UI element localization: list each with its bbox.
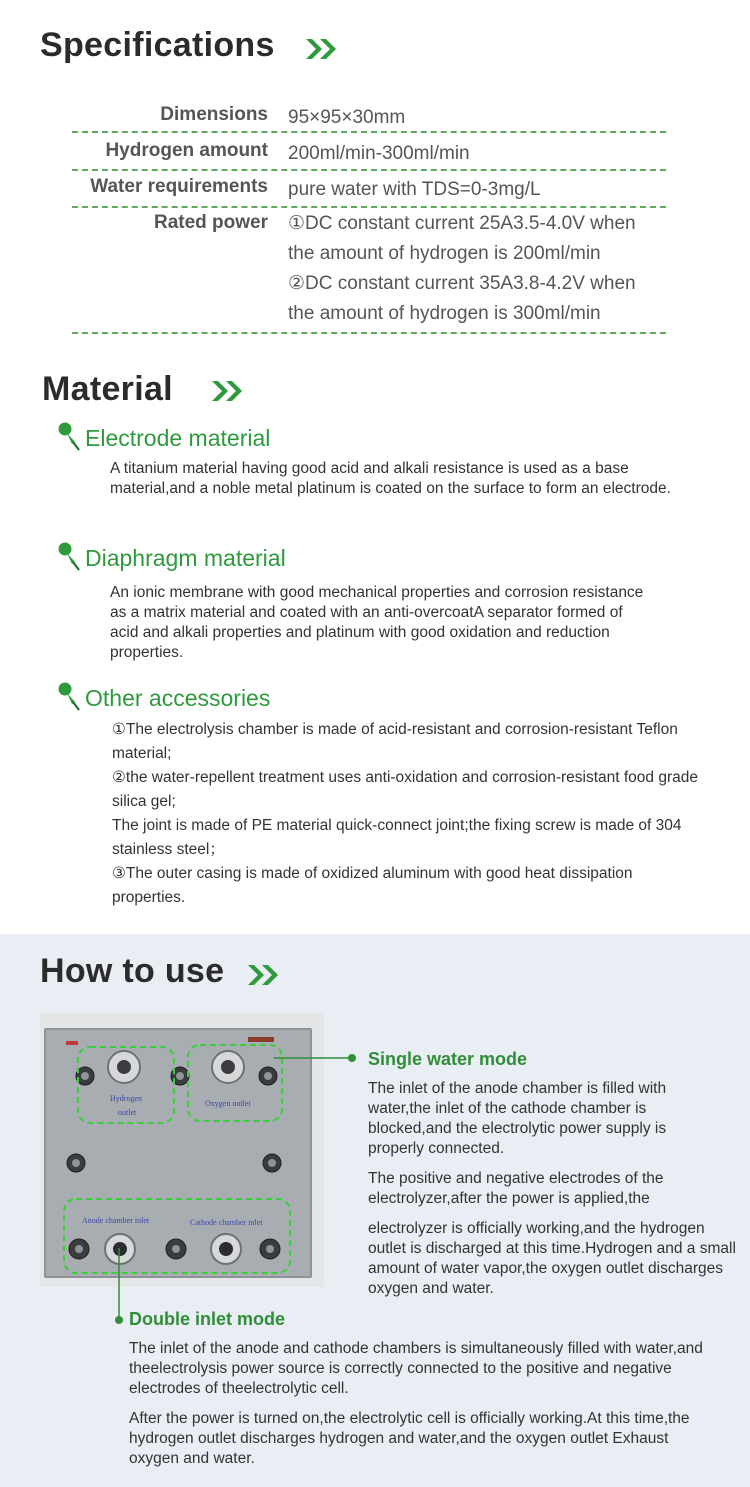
photo-label-oxygen-outlet: Oxygen outlet (205, 1099, 251, 1108)
divider (72, 332, 666, 334)
diaphragm-material-title: Diaphragm material (85, 545, 286, 571)
photo-label-cathode-inlet: Cathode chamber inlet (190, 1218, 263, 1227)
spec-label: Water requirements (90, 176, 268, 197)
accessory-item: ①The electrolysis chamber is made of acid-resistant and corrosion-resistant Teflon material; (112, 721, 678, 762)
accessory-item: ②the water-repellent treatment uses anti-oxidation and corrosion-resistant food grade silica gel; (112, 769, 698, 810)
spec-value: ②DC constant current 35A3.8-4.2V when (288, 273, 636, 294)
other-accessories-title: Other accessories (85, 685, 271, 711)
divider (72, 206, 666, 208)
spec-label: Rated power (153, 212, 268, 233)
pushpin-icon (55, 680, 81, 712)
double-chevron-icon (246, 963, 282, 987)
how-to-use-title: How to use (40, 952, 225, 990)
double-inlet-mode-title: Double inlet mode (129, 1309, 286, 1329)
divider (72, 169, 666, 171)
photo-label-anode-inlet: Anode chamber inlet (82, 1216, 150, 1225)
pushpin-icon (55, 420, 81, 452)
double-chevron-icon (210, 379, 246, 403)
accessory-item: The joint is made of PE material quick-connect joint;the fixing screw is made of 304 stainless steel； (112, 817, 682, 858)
spec-value: ①DC constant current 25A3.5-4.0V when (288, 213, 636, 234)
spec-row-hydrogen-amount (72, 140, 666, 170)
spec-value: 95×95×30mm (288, 107, 406, 128)
spec-value: the amount of hydrogen is 200ml/min (288, 243, 601, 264)
spec-row-dimensions (72, 104, 666, 134)
spec-label: Dimensions (160, 104, 268, 125)
callout-leader-lines (0, 1040, 370, 1330)
electrode-material-title: Electrode material (85, 425, 271, 451)
single-water-mode-text-1: The inlet of the anode chamber is filled with water,the inlet of the cathode chamber is blocked,and the electrolytic power supply is properly connected. (368, 1080, 667, 1157)
spec-label: Hydrogen amount (105, 140, 268, 161)
single-water-mode-text-2: The positive and negative electrodes of the electrolyzer,after the power is applied,the (368, 1170, 664, 1207)
double-chevron-icon (304, 37, 340, 61)
spec-row-rated-power (72, 212, 666, 332)
single-water-mode-text-3: electrolyzer is officially working,and the hydrogen outlet is discharged at this time.Hydrogen and a small amount of water vapor,the oxygen outlet discharges oxygen and water. (368, 1220, 736, 1297)
double-inlet-mode-text-1: The inlet of the anode and cathode chambers is simultaneously filled with water,and theelectrolysis power source is correctly connected to the positive and negative electrodes of theelectrolytic cell. (129, 1340, 703, 1397)
single-water-mode-title: Single water mode (368, 1049, 528, 1069)
pushpin-icon (55, 540, 81, 572)
diaphragm-material-text: An ionic membrane with good mechanical properties and corrosion resistance as a matrix material and coated with an anti-overcoatA separator formed of acid and alkali properties and platinum with good oxidation and reduction properties. (110, 584, 644, 661)
electrode-material-text: A titanium material having good acid and alkali resistance is used as a base material,and a noble metal platinum is coated on the surface to form an electrode. (110, 460, 671, 497)
material-title: Material (42, 370, 173, 408)
divider (72, 131, 666, 133)
photo-label-hydrogen-outlet: Hydrogen (110, 1094, 142, 1103)
photo-label-hydrogen-outlet: outlet (118, 1108, 137, 1117)
spec-value: the amount of hydrogen is 300ml/min (288, 303, 601, 324)
accessory-item: ③The outer casing is made of oxidized aluminum with good heat dissipation properties. (112, 865, 633, 906)
double-inlet-mode-text-2: After the power is turned on,the electrolytic cell is officially working.At this time,the hydrogen outlet discharges hydrogen and water,and the oxygen outlet Exhaust oxygen and water. (129, 1410, 690, 1467)
spec-value: pure water with TDS=0-3mg/L (288, 179, 541, 200)
specifications-title: Specifications (40, 26, 275, 64)
spec-value: 200ml/min-300ml/min (288, 143, 470, 164)
spec-row-water-requirements (72, 176, 666, 206)
